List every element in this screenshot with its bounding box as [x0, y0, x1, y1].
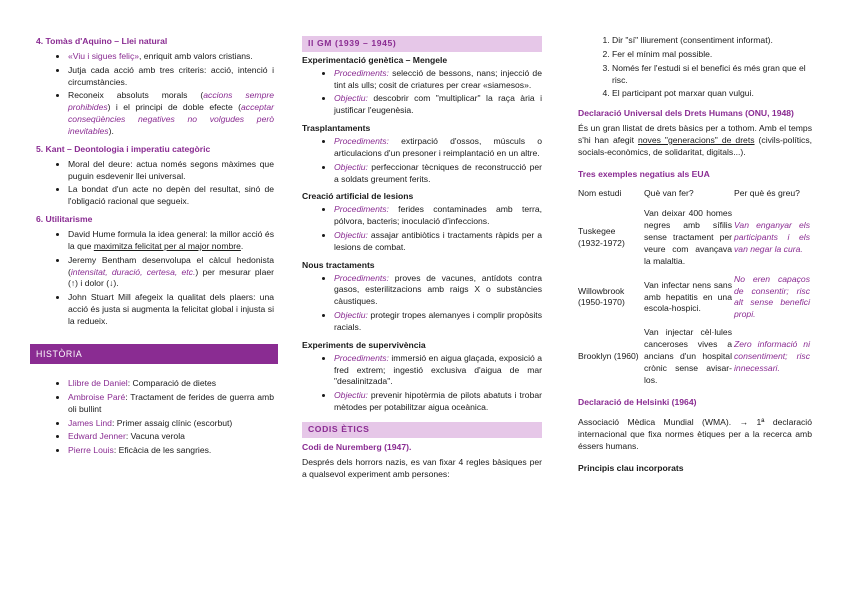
study-what: Van deixar 400 homes negres amb sífilis sense tractament per veure com avançava la malaltia.: [644, 208, 732, 266]
column-2: [302, 36, 542, 487]
list-item: • Objectiu: descobrir com "multiplicar" la raça ària i justificar l'eugenèsia.: [334, 93, 542, 117]
table-header: Què van fer?: [644, 187, 694, 198]
list-item: • Procediments: proves de vacunes, antídots contra gasos, esterilitzacions amb raigs X o substàncies càustiques.: [334, 273, 542, 309]
list-item: • Ambroise Paré: Tractament de ferides de guerra amb oli bullint: [68, 392, 274, 416]
eua-heading: Tres exemples negatius als EUA: [578, 168, 710, 179]
principis-heading: Principis clau incorporats: [578, 462, 684, 473]
list-item: 1. Dir "sí" lliurement (consentiment informat).: [612, 35, 812, 47]
kant-list: [36, 159, 274, 208]
helsinki-heading: Declaració de Helsinki (1964): [578, 397, 697, 408]
onu-heading: Declaració Universal dels Drets Humans (ONU, 1948): [578, 108, 794, 119]
nuremberg-rules: [578, 35, 812, 100]
study-name: Tuskegee (1932-1972): [578, 226, 625, 249]
list-item: • Procediments: selecció de bessons, nans; injecció de tint als ulls; cosit de criatures per crear «siamesos».: [334, 68, 542, 92]
list-item: • «Viu i sigues feliç», enriquit amb valors cristians.: [68, 51, 274, 63]
list-item: • Reconeix absoluts morals (accions sempre prohibides) i el principi de doble efecte (acceptar conseqüències negatives no volgudes però inevitables).: [68, 90, 274, 137]
list-item: • Objectiu: assajar antibiòtics i tractaments ràpids per a lesions de combat.: [334, 230, 542, 254]
study-name: Willowbrook (1950-1970): [578, 285, 625, 308]
historia-list: [36, 378, 274, 457]
list-item: • Objectiu: protegir tropes alemanyes i complir propòsits racials.: [334, 310, 542, 334]
list-item: • John Stuart Mill afegeix la qualitat dels plaers: una acció és justa si augmenta la felicitat global i injusta si la redueix.: [68, 292, 274, 328]
utilitarisme-list: [36, 229, 274, 328]
table-header: Per què és greu?: [734, 187, 800, 198]
list-item: • Jeremy Bentham desenvolupa el càlcul hedonista (intensitat, duració, certesa, etc.) per mesurar plaer (↑) i dolor (↓).: [68, 255, 274, 291]
table-row: [578, 271, 812, 324]
list-item: • Procediments: ferides contaminades amb terra, pólvora, bacteris; inoculació d'infeccions.: [334, 204, 542, 228]
study-why: Van enganyar els participants i els van negar la cura.: [734, 220, 810, 255]
list-item: 4. El participant pot marxar quan vulgui.: [612, 88, 812, 100]
study-what: Van injectar cèl·lules canceroses vives a ancians d'un hospital crònic sense avisar-los.: [644, 327, 732, 385]
helsinki-text: Associació Mèdica Mundial (WMA). → 1ª declaració internacional que fixa normes ètiques per a la recerca amb éssers humans.: [578, 417, 812, 452]
utilitarisme-heading: 6. Utilitarisme: [36, 214, 93, 225]
list-item: 3. Només fer l'estudi si el benefici és més gran que el risc.: [612, 63, 812, 87]
list-item: 2. Fer el mínim mal possible.: [612, 49, 812, 61]
historia-title: HISTÒRIA: [30, 344, 278, 364]
nuremberg-heading: Codi de Nuremberg (1947).: [302, 441, 412, 452]
section-title: Experiments de supervivència: [302, 339, 426, 350]
table-row: [578, 205, 812, 270]
aquino-list: [36, 51, 274, 138]
table-row: [578, 324, 812, 389]
study-why: No eren capaços de consentir; risc alt sense benefici propi.: [734, 273, 810, 320]
list-item: • Jutja cada acció amb tres criteris: acció, intenció i circumstàncies.: [68, 65, 274, 89]
list-item: • Objectiu: perfeccionar tècniques de reconstrucció per a soldats greument ferits.: [334, 162, 542, 186]
section-title: Creació artificial de lesions: [302, 191, 414, 202]
column-1: [36, 36, 274, 463]
list-item: • Pierre Louis: Eficàcia de les sangries.: [68, 445, 274, 457]
list-item: • Llibre de Daniel: Comparació de dietes: [68, 378, 274, 390]
section-title: Trasplantaments: [302, 123, 371, 134]
list-item: • Procediments: immersió en aigua glaçada, exposició a fred extrem; ingestió exclusiva d'aigua de mar "desalinitzada".: [334, 353, 542, 389]
eua-table: [578, 184, 812, 390]
section-title: Experimentació genètica – Mengele: [302, 54, 448, 65]
list-item: • Edward Jenner: Vacuna verola: [68, 431, 274, 443]
aquino-heading: 4. Tomàs d'Aquino – Llei natural: [36, 36, 168, 46]
study-name: Brooklyn (1960): [578, 350, 639, 361]
list-item: • David Hume formula la idea general: la millor acció és la que maximitza felicitat per al major nombre.: [68, 229, 274, 253]
list-item: • Moral del deure: actua només segons màximes que puguin esdevenir llei universal.: [68, 159, 274, 183]
section-title: Nous tractaments: [302, 259, 375, 270]
codis-title: CODIS ÈTICS: [302, 422, 542, 438]
study-what: Van infectar nens sans amb hepatitis en una escola-hospici.: [644, 279, 732, 314]
table-header: Nom estudi: [578, 187, 622, 198]
list-item: • La bondat d'un acte no depèn del resultat, sinó de l'obligació racional que segueix.: [68, 184, 274, 208]
onu-text: És un gran llistat de drets bàsics per a tothom. Amb el temps s'hi han afegit noves "generacions" de drets (civils-polítics, socials-econòmics, de solidaritat, digitals...).: [578, 123, 813, 157]
iigm-title: II GM (1939 – 1945): [302, 36, 542, 52]
study-why: Zero informació ni consentiment; risc innecessari.: [734, 339, 810, 373]
nuremberg-text: Després dels horrors nazis, es van fixar 4 regles bàsiques per a qualsevol experiment amb persones:: [302, 456, 542, 479]
column-3: [578, 36, 812, 476]
list-item: • Procediments: extirpació d'ossos, músculs o articulacions d'un presoner i reimplantació en un altre.: [334, 136, 542, 160]
list-item: • Objectiu: prevenir hipotèrmia de pilots abatuts i trobar mètodes per potabilitzar aigua oceànica.: [334, 390, 542, 414]
list-item: • James Lind: Primer assaig clínic (escorbut): [68, 418, 274, 430]
kant-heading: 5. Kant – Deontologia i imperatiu categòric: [36, 143, 211, 154]
